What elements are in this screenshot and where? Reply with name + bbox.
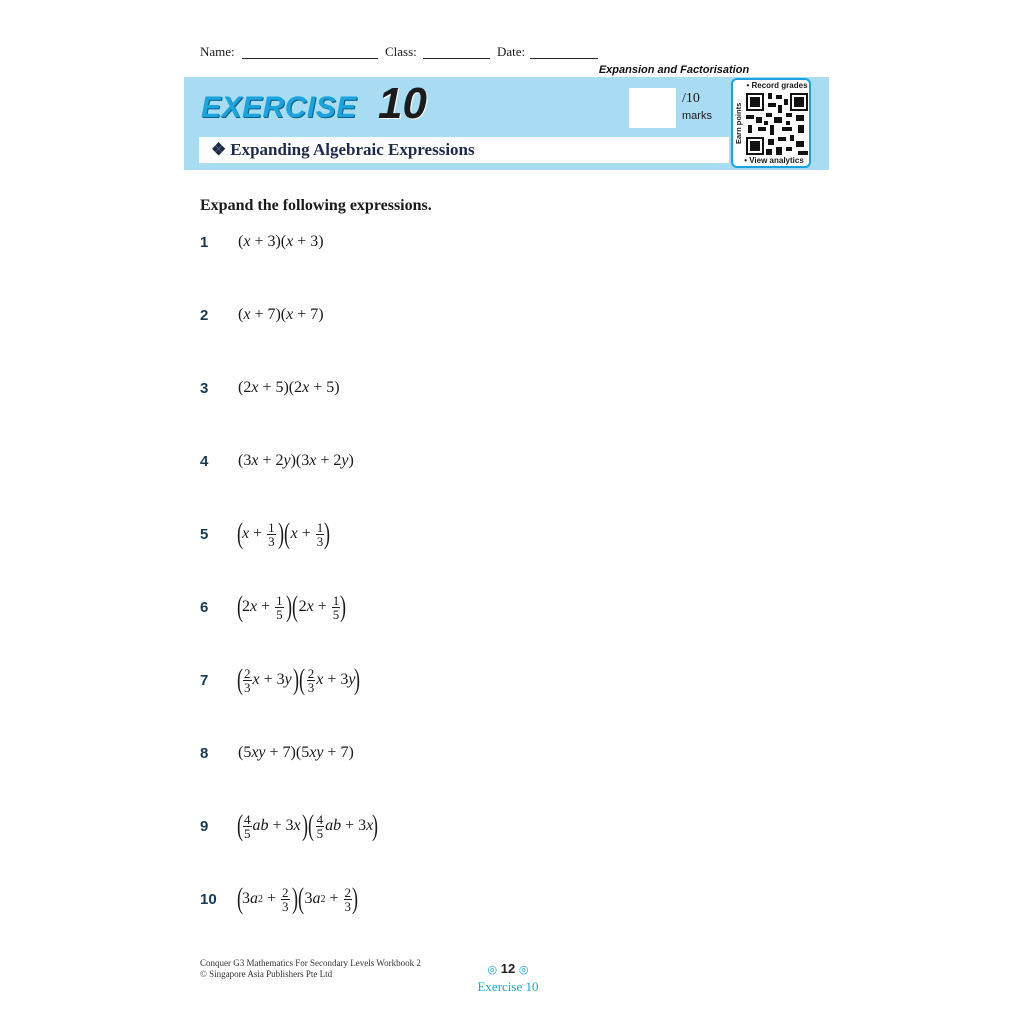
- page-number: [478, 961, 538, 978]
- name-line: [242, 58, 378, 59]
- marks-box: [629, 88, 676, 128]
- date-line: [530, 58, 598, 59]
- question-expression: ( 2 x + $\frac{1}{5}$ )( 2 x + $\frac{1}{5}$ ): [237, 590, 347, 623]
- question-expression: (2 x + 5)(2 x + 5): [238, 379, 340, 396]
- page-number-text: 12: [500, 961, 516, 976]
- date-label: Date:: [497, 44, 526, 59]
- question-expression: (3 x + 2 y )(3 x + 2 y ): [238, 452, 354, 469]
- question-number: 4: [200, 453, 209, 470]
- student-info-header: [200, 44, 600, 64]
- footer-publisher: [200, 958, 421, 980]
- footer-copyright: © Singapore Asia Publishers Pte Ltd: [200, 969, 333, 979]
- question-number: 10: [200, 891, 217, 908]
- question-number: 6: [200, 599, 209, 616]
- qr-earn-points: Earn points: [734, 102, 743, 144]
- question-number: 8: [200, 745, 209, 762]
- marks-word: marks: [682, 110, 712, 122]
- question-expression: ( 3 a 2 + $\frac{2}{3}$ )( 3 a 2 + $\frac{2}{3}$ ): [237, 882, 359, 915]
- question-expression: ( x + $\frac{1}{3}$ )( x + $\frac{1}{3}$ ): [237, 517, 331, 550]
- qr-view-analytics: • View analytics: [744, 156, 804, 165]
- question-number: 1: [200, 234, 209, 251]
- footer-exercise-label: Exercise 10: [477, 979, 539, 994]
- question-number: 5: [200, 526, 209, 543]
- question-number: 2: [200, 307, 209, 324]
- exercise-number: 10: [378, 79, 427, 128]
- question-number: 9: [200, 818, 209, 835]
- question-expression: ( $\frac{4}{5}$ ab + 3 x )( $\frac{4}{5}$ ab + 3 x ): [237, 809, 379, 842]
- question-expression: (5 xy + 7)(5 xy + 7): [238, 744, 354, 761]
- qr-code-icon[interactable]: [746, 93, 808, 155]
- exercise-word: EXERCISE: [201, 91, 357, 124]
- section-subtitle: [211, 139, 475, 161]
- question-number: 7: [200, 672, 209, 689]
- topic-label: Expansion and Factorisation: [598, 64, 750, 76]
- marks-total: /10: [682, 91, 700, 106]
- class-line: [423, 58, 490, 59]
- question-expression: ( x + 7)( x + 7): [238, 306, 324, 323]
- qr-record-grades: • Record grades: [746, 81, 808, 90]
- circle-dot-icon: ◎: [487, 964, 498, 976]
- diamond-bullet-icon: ❖: [211, 140, 227, 159]
- question-number: 3: [200, 380, 209, 397]
- question-expression: ( x + 3)( x + 3): [238, 233, 324, 250]
- instruction-text: Expand the following expressions.: [200, 197, 432, 214]
- circle-dot-icon: ◎: [518, 964, 529, 976]
- question-expression: ( $\frac{2}{3}$ x + 3 y )( $\frac{2}{3}$ x + 3 y ): [237, 663, 361, 696]
- name-label: Name:: [200, 44, 235, 59]
- subtitle-text: Expanding Algebraic Expressions: [230, 140, 475, 159]
- class-label: Class:: [385, 44, 417, 59]
- footer-book-title: Conquer G3 Mathematics For Secondary Levels Workbook 2: [200, 958, 421, 968]
